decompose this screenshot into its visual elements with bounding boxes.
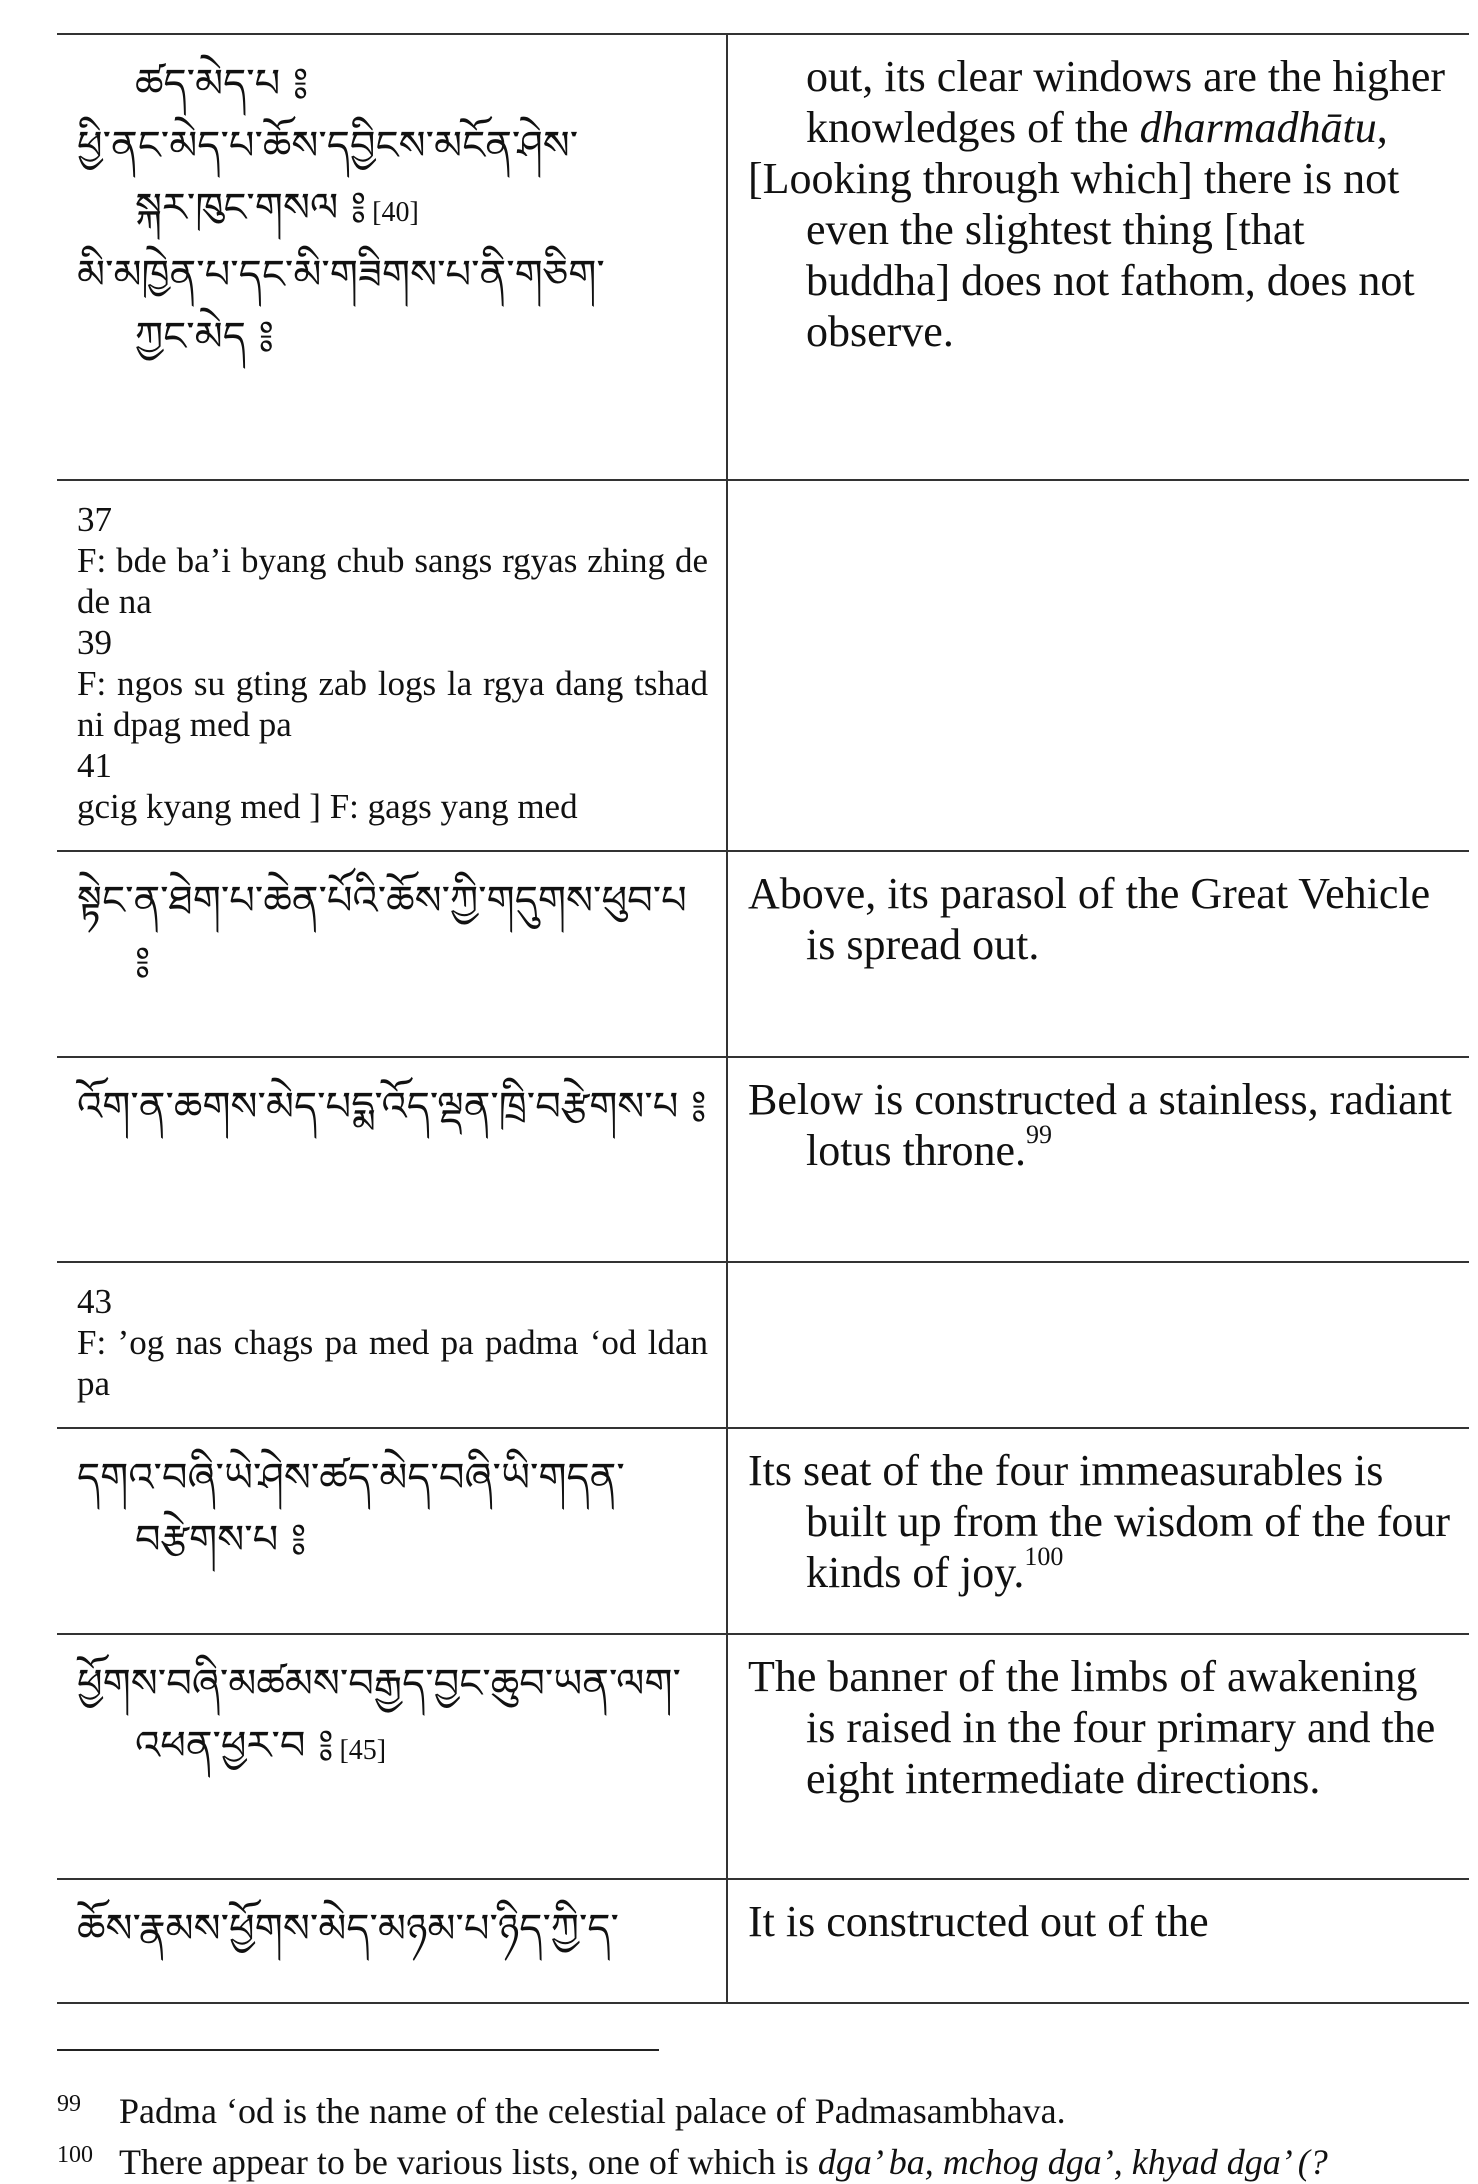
tibetan-verse bbox=[77, 1653, 708, 1782]
italic-term: dharmadhātu bbox=[1139, 103, 1377, 152]
tibetan-cell bbox=[57, 1634, 727, 1879]
footnotes bbox=[57, 2082, 1467, 2184]
english-translation: It is constructed out of the bbox=[748, 1897, 1209, 1946]
italic-term: dga’ ba, mchog dga’, khyad dga’ (? bbox=[817, 2142, 1328, 2182]
english-translation: [Looking through which] there is not even the slightest thing [that buddha] does not fathom, does not observe. bbox=[748, 154, 1415, 356]
footnote-text: Padma ‘od is the name of the celestial palace of Padmasambhava. bbox=[119, 2091, 1066, 2131]
note-text: F: bde ba’i byang chub sangs rgyas zhing de de na bbox=[77, 541, 708, 621]
table-row bbox=[57, 480, 1469, 851]
table-row bbox=[57, 34, 1469, 480]
tibetan-verse: འོག་ན་ཆགས་མེད་པདྨ་འོད་ལྡན་ཁྲི་བརྩེགས་པ ༔ bbox=[77, 1084, 707, 1130]
footnote bbox=[57, 2133, 1467, 2184]
tibetan-cell bbox=[57, 34, 727, 480]
verse-reference: [45] bbox=[339, 1735, 387, 1766]
tibetan-cell bbox=[57, 1057, 727, 1262]
table-row bbox=[57, 1428, 1469, 1634]
note-number: 37 bbox=[77, 500, 112, 539]
tibetan-verse: སྟེང་ན་ཐེག་པ་ཆེན་པོའི་ཆོས་ཀྱི་གདུགས་ཕུབ་པ ༔ bbox=[77, 878, 687, 986]
english-text: Below is constructed a stainless, radiant lotus throne. bbox=[748, 1075, 1452, 1175]
tibetan-line: ཕྱོགས་བཞི་མཚམས་བརྒྱད་བྱང་ཆུབ་ཡན་ལག་འཕན་ཕྱར་བ ༔ bbox=[77, 1661, 681, 1769]
table-row bbox=[57, 1057, 1469, 1262]
critical-apparatus bbox=[77, 499, 708, 827]
tibetan-verse bbox=[77, 53, 708, 115]
english-cell bbox=[727, 1634, 1469, 1879]
english-translation: The banner of the limbs of awakening is raised in the four primary and the eight intermediate directions. bbox=[748, 1652, 1436, 1803]
footnote-text bbox=[119, 2142, 1328, 2182]
footnote-text-part: There appear to be various lists, one of which is bbox=[119, 2142, 818, 2182]
footnote bbox=[57, 2082, 1467, 2133]
tibetan-line: ཚད་མེད་པ ༔ bbox=[135, 61, 309, 107]
tibetan-verse bbox=[77, 115, 708, 244]
tibetan-cell bbox=[57, 1428, 727, 1634]
table-row bbox=[57, 1634, 1469, 1879]
footnote-marker: 99 bbox=[1025, 1120, 1052, 1149]
english-translation bbox=[748, 51, 1455, 153]
english-cell bbox=[727, 851, 1469, 1057]
table-row bbox=[57, 1262, 1469, 1428]
table-row bbox=[57, 1879, 1469, 2003]
tibetan-line: མི་མཁྱེན་པ་དང་མི་གཟིགས་པ་ནི་གཅིག་ bbox=[77, 252, 605, 298]
english-translation: Above, its parasol of the Great Vehicle is spread out. bbox=[748, 869, 1431, 969]
footnote-number: 99 bbox=[57, 2091, 81, 2117]
tibetan-verse: དགའ་བཞི་ཡེ་ཤེས་ཚད་མེད་བཞི་ཡི་གདན་བརྩེགས་པ ༔ bbox=[77, 1455, 625, 1563]
tibetan-line: སྐར་ཁུང་གསལ ༔ bbox=[135, 185, 367, 231]
note-text: F: ’og nas chags pa med pa padma ‘od ldan pa bbox=[77, 1323, 708, 1403]
tibetan-line: ཀྱང་མེད ༔ bbox=[135, 314, 274, 360]
english-text: Its seat of the four immeasurables is built up from the wisdom of the four kinds of joy. bbox=[748, 1446, 1451, 1597]
tibetan-verse: ཆོས་རྣམས་ཕྱོགས་མེད་མཉམ་པ་ཉིད་ཀྱི་ད་ bbox=[77, 1906, 619, 1952]
notes-cell bbox=[57, 1262, 727, 1428]
empty-cell bbox=[727, 1262, 1469, 1428]
verse-reference: [40] bbox=[372, 197, 419, 228]
note-number: 43 bbox=[77, 1282, 112, 1321]
tibetan-cell bbox=[57, 851, 727, 1057]
english-cell bbox=[727, 1879, 1469, 2003]
english-cell bbox=[727, 1428, 1469, 1634]
tibetan-cell bbox=[57, 1879, 727, 2003]
english-translation bbox=[748, 1074, 1455, 1176]
table-row bbox=[57, 851, 1469, 1057]
tibetan-verse bbox=[77, 244, 708, 368]
critical-apparatus bbox=[77, 1281, 708, 1404]
english-text: , bbox=[1376, 103, 1388, 152]
english-cell bbox=[727, 1057, 1469, 1262]
note-number: 39 bbox=[77, 623, 112, 662]
note-number: 41 bbox=[77, 746, 112, 785]
notes-cell bbox=[57, 480, 727, 851]
english-cell bbox=[727, 34, 1469, 480]
tibetan-line: ཕྱི་ནང་མེད་པ་ཆོས་དབྱིངས་མངོན་ཤེས་ bbox=[77, 123, 579, 169]
footnote-marker: 100 bbox=[1024, 1542, 1064, 1571]
empty-cell bbox=[727, 480, 1469, 851]
english-text: out, its clear windows are the higher knowledges of the bbox=[806, 52, 1446, 152]
footnote-divider bbox=[57, 2049, 659, 2051]
footnote-number: 100 bbox=[57, 2142, 93, 2168]
english-translation bbox=[748, 1445, 1455, 1598]
translation-table bbox=[57, 33, 1469, 2004]
note-text: gcig kyang med ] F: gags yang med bbox=[77, 787, 578, 826]
note-text: F: ngos su gting zab logs la rgya dang tshad ni dpag med pa bbox=[77, 664, 708, 744]
